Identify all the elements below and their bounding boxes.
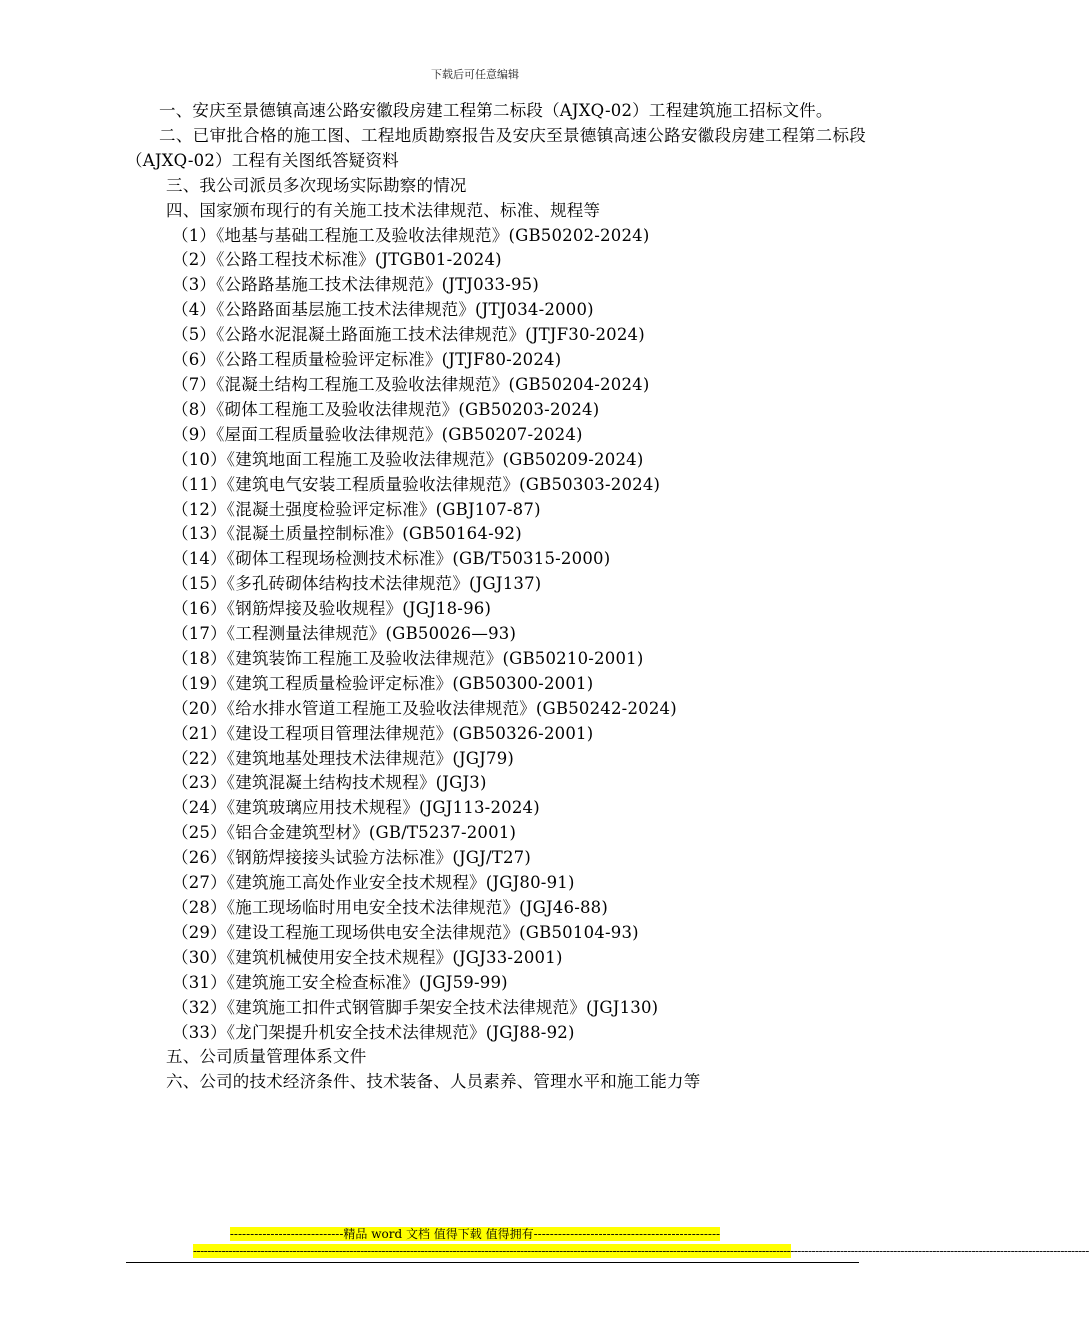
standard-item: （26）《钢筋焊接接头试验方法标准》(JGJ/T27) [172,848,531,868]
standard-item: （18）《建筑装饰工程施工及验收法律规范》(GB50210-2001) [172,648,644,668]
footer-banner-text: ----------------------------精品 word 文档 值得下载 值得拥有---------------------------------------------- [229,1227,721,1241]
standard-item: （16）《钢筋焊接及验收规程》(JGJ18-96) [172,599,492,619]
standard-item: （20）《给水排水管道工程施工及验收法律规范》(GB50242-2024) [172,698,677,718]
paragraph-2: 二、已审批合格的施工图、工程地质勘察报告及安庆至景德镇高速公路安徽段房建工程第二标段（AJXQ-02）工程有关图纸答疑资料 [126,125,866,170]
standard-item: （22）《建筑地基处理技术法律规范》(JGJ79) [172,748,515,768]
standard-item: （2）《公路工程技术标准》(JTGB01-2024) [172,250,502,270]
footer-dash-line: ------------------------------------------------------------------------------------------------------------------------------------------------------------------------------------------------------------------------------------------------------------ [193,1244,1089,1258]
standard-item: （1）《地基与基础工程施工及验收法律规范》(GB50202-2024) [172,225,650,245]
standard-item: （19）《建筑工程质量检验评定标准》(GB50300-2001) [172,673,594,693]
footer-rule [126,1262,859,1263]
document-body [126,99,866,1095]
standards-list [126,224,866,1046]
standard-item: （6）《公路工程质量检验评定标准》(JTJF80-2024) [172,350,562,370]
standard-item: （27）《建筑施工高处作业安全技术规程》(JGJ80-91) [172,873,575,893]
standard-item: （28）《施工现场临时用电安全技术法律规范》(JGJ46-88) [172,898,608,917]
standard-item: （3）《公路路基施工技术法律规范》(JTJ033-95) [172,275,540,295]
paragraph-6: 六、公司的技术经济条件、技术装备、人员素养、管理水平和施工能力等 [166,1072,701,1092]
standard-item: （17）《工程测量法律规范》(GB50026—93) [172,624,517,644]
standard-item: （33）《龙门架提升机安全技术法律规范》(JGJ88-92) [172,1022,575,1042]
paragraph-3: 三、我公司派员多次现场实际勘察的情况 [166,175,467,195]
standard-item: （4）《公路路面基层施工技术法律规范》(JTJ034-2000) [172,300,594,320]
standard-item: （13）《混凝土质量控制标准》(GB50164-92) [172,524,522,544]
standard-item: （8）《砌体工程施工及验收法律规范》(GB50203-2024) [172,399,600,419]
standard-item: （31）《建筑施工安全检查标准》(JGJ59-99) [172,972,508,992]
paragraph-4: 四、国家颁布现行的有关施工技术法律规范、标准、规程等 [166,200,601,220]
standard-item: （24）《建筑玻璃应用技术规程》(JGJ113-2024) [172,798,540,818]
standard-item: （9）《屋面工程质量验收法律规范》(GB50207-2024) [172,424,583,444]
standard-item: （7）《混凝土结构工程施工及验收法律规范》(GB50204-2024) [172,374,650,394]
paragraph-1: 一、安庆至景德镇高速公路安徽段房建工程第二标段（AJXQ-02）工程建筑施工招标文件。 [159,101,833,120]
standard-item: （30）《建筑机械使用安全技术规程》(JGJ33-2001) [172,947,563,967]
standard-item: （11）《建筑电气安装工程质量验收法律规范》(GB50303-2024) [172,474,661,494]
standard-item: （14）《砌体工程现场检测技术标准》(GB/T50315-2000) [172,549,611,569]
standard-item: （21）《建设工程项目管理法律规范》(GB50326-2001) [172,723,594,743]
page-header: 下载后可任意编辑 [431,68,519,81]
standard-item: （10）《建筑地面工程施工及验收法律规范》(GB50209-2024) [172,449,644,469]
footer-banner [0,1227,950,1241]
paragraph-5: 五、公司质量管理体系文件 [166,1047,367,1067]
standard-item: （29）《建设工程施工现场供电安全法律规范》(GB50104-93) [172,922,639,942]
standard-item: （15）《多孔砖砌体结构技术法律规范》(JGJ137) [172,574,542,594]
standard-item: （32）《建筑施工扣件式钢管脚手架安全技术法律规范》(JGJ130) [172,997,659,1017]
standard-item: （5）《公路水泥混凝土路面施工技术法律规范》(JTJF30-2024) [172,325,645,345]
standard-item: （12）《混凝土强度检验评定标准》(GBJ107-87) [172,499,541,519]
standard-item: （23）《建筑混凝土结构技术规程》(JGJ3) [172,773,487,793]
standard-item: （25）《铝合金建筑型材》(GB/T5237-2001) [172,823,517,843]
